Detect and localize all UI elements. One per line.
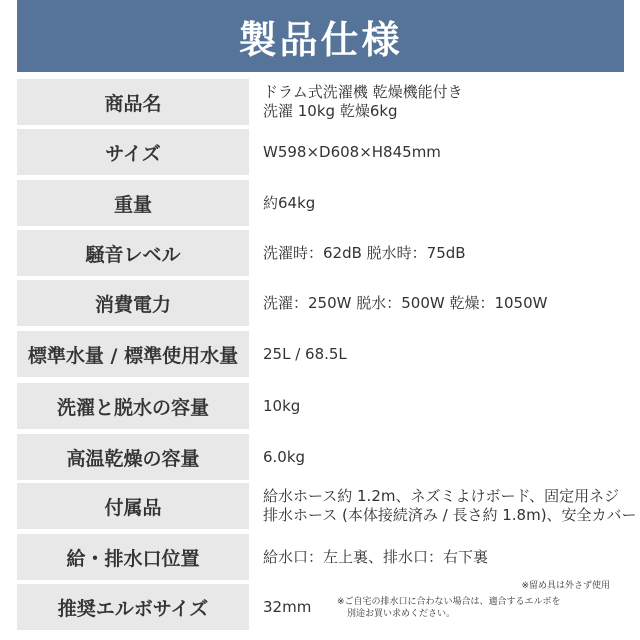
elbow-note	[337, 596, 561, 620]
spec-value	[263, 483, 637, 529]
spec-label: サイズ	[17, 129, 249, 175]
spec-value	[263, 534, 624, 580]
header-banner	[17, 0, 624, 72]
spec-value	[263, 79, 624, 125]
spec-value	[263, 129, 624, 175]
spec-label: 騒音レベル	[17, 230, 249, 276]
spec-value	[263, 383, 624, 429]
spec-value	[263, 230, 624, 276]
spec-value	[263, 280, 624, 326]
spec-value-line: 排水ホース (本体接続済み / 長さ約 1.8m)、安全カバー	[263, 506, 637, 524]
spec-row-product-name	[17, 79, 624, 125]
spec-value-line: 給水ホース約 1.2m、ネズミよけボード、固定用ネジ	[263, 487, 620, 505]
spec-row-noise-level	[17, 230, 624, 276]
spec-value-line: 給水口：左上裏、排水口：右下裏	[263, 547, 489, 566]
page-title: 製品仕様	[238, 17, 403, 62]
elbow-note-line: 別途お買い求めください。	[347, 609, 456, 619]
elbow-note-line: ※ご自宅の排水口に合わない場合は、適合するエルボを	[337, 597, 561, 607]
spec-label: 重量	[17, 180, 249, 226]
spec-label: 高温乾燥の容量	[17, 434, 249, 480]
spec-row-port-position	[17, 534, 624, 591]
spec-value-line: 洗濯時：62dB 脱水時：75dB	[263, 243, 466, 262]
spec-label: 商品名	[17, 79, 249, 125]
spec-row-elbow-size	[17, 584, 624, 630]
spec-row-power-consumption	[17, 280, 624, 326]
spec-value	[263, 434, 624, 480]
spec-row-dry-capacity	[17, 434, 624, 480]
spec-label: 給・排水口位置	[17, 534, 249, 580]
spec-row-accessories	[17, 483, 637, 529]
spec-value-line: ドラム式洗濯機 乾燥機能付き	[263, 83, 463, 101]
spec-label: 標準水量 / 標準使用水量	[17, 331, 249, 377]
spec-value-line: 25L / 68.5L	[263, 344, 347, 363]
spec-label: 洗濯と脱水の容量	[17, 383, 249, 429]
spec-row-size	[17, 129, 624, 175]
spec-row-water-volume	[17, 331, 624, 377]
spec-value	[263, 331, 624, 377]
spec-row-weight	[17, 180, 624, 226]
spec-value-line: 32mm	[263, 597, 312, 616]
spec-value-line: 洗濯：250W 脱水：500W 乾燥：1050W	[263, 293, 548, 312]
spec-value	[263, 584, 323, 630]
spec-value-line: 10kg	[263, 396, 301, 415]
spec-label: 付属品	[17, 483, 249, 529]
spec-value-line: 6.0kg	[263, 447, 306, 466]
spec-value-line: W598×D608×H845mm	[263, 142, 441, 161]
spec-value-line: 洗濯 10kg 乾燥6kg	[263, 102, 398, 120]
spec-value-line: 約64kg	[263, 193, 316, 212]
spec-value	[263, 180, 624, 226]
spec-row-wash-capacity	[17, 383, 624, 429]
spec-label: 推奨エルボサイズ	[17, 584, 249, 630]
spec-label: 消費電力	[17, 280, 249, 326]
fastener-note: ※留め具は外さず使用	[521, 581, 610, 591]
